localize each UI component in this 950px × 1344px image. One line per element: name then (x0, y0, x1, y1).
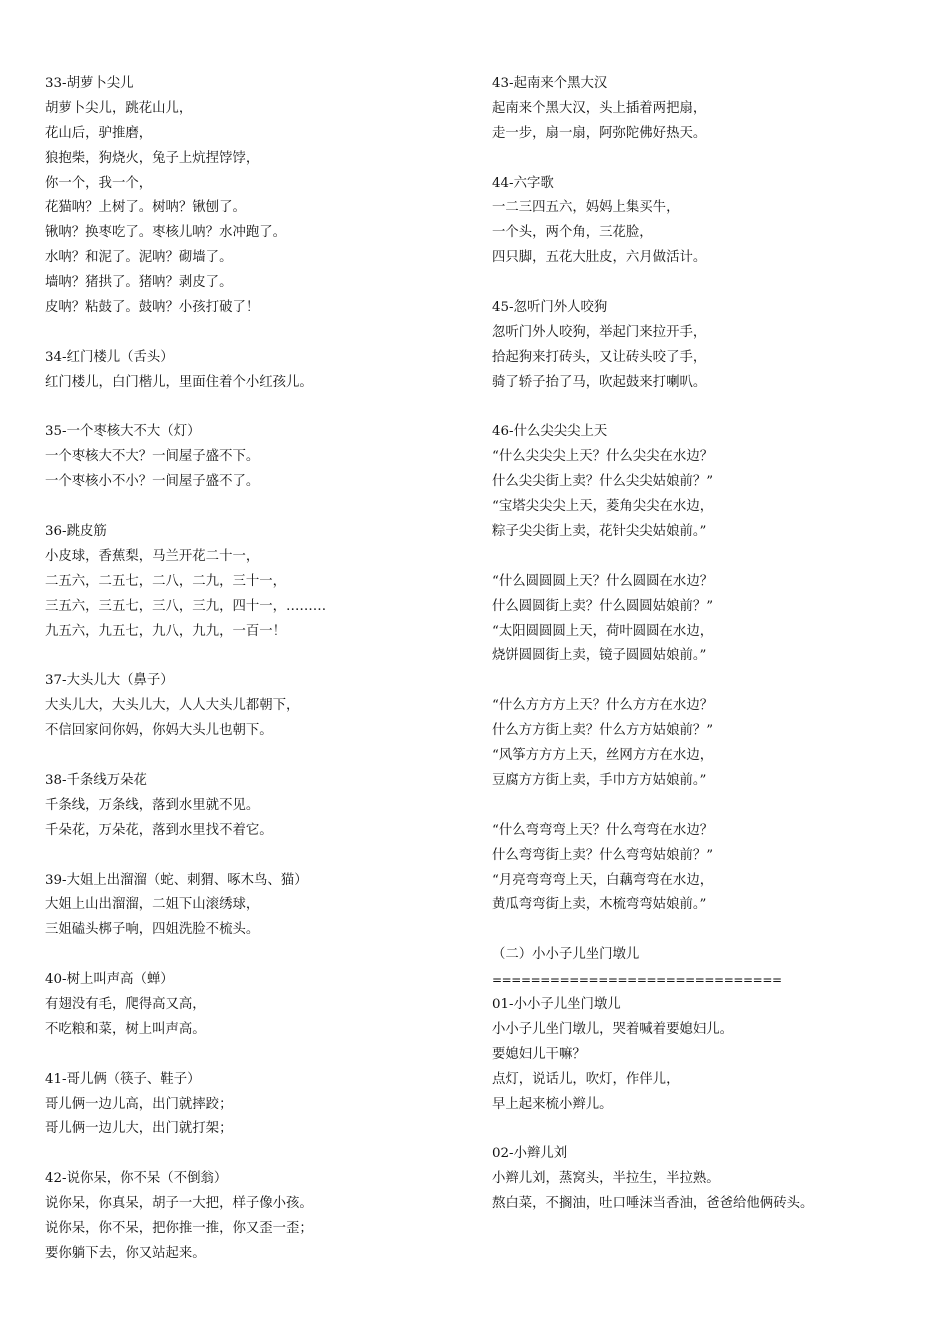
text-line: 粽子尖尖街上卖，花针尖尖姑娘前。” (492, 524, 707, 540)
text-line: 39-大姐上出溜溜（蛇、刺猬、啄木鸟、猫） (45, 872, 308, 888)
text-line: 44-六字歌 (492, 175, 554, 191)
text-line: 一个头，两个角，三花脸， (492, 225, 653, 241)
text-line: （二）小小子儿坐门墩儿 (492, 947, 640, 963)
text-line: 走一步，扇一扇，阿弥陀佛好热天。 (492, 125, 707, 141)
text-line: 千朵花，万朵花，落到水里找不着它。 (45, 822, 273, 838)
blank-line (45, 943, 465, 968)
text-line: 37-大头儿大（鼻子） (45, 673, 174, 689)
text-line: 一个枣核大不大？一间屋子盛不下。 (45, 449, 260, 465)
text-line: 熬白菜，不搁油，吐口唾沫当香油，爸爸给他俩砖头。 (492, 1196, 814, 1212)
text-line: 锹呐？换枣吃了。枣核儿呐？水冲跑了。 (45, 225, 287, 241)
blank-line (45, 321, 465, 346)
text-line: 花山后，驴推磨， (45, 125, 153, 141)
text-line: ============================== (492, 973, 782, 988)
text-line: 四只脚，五花大肚皮，六月做活计。 (492, 250, 707, 266)
blank-line (45, 744, 465, 769)
text-line: 红门楼儿，白门楷儿，里面住着个小红孩儿。 (45, 374, 313, 390)
text-line: 豆腐方方街上卖，手巾方方姑娘前。” (492, 772, 707, 788)
blank-line (45, 495, 465, 520)
text-line: 忽听门外人咬狗，举起门来拉开手， (492, 324, 707, 340)
blank-line (45, 1043, 465, 1068)
text-line: 你一个，我一个， (45, 175, 153, 191)
text-line: 皮呐？粘鼓了。鼓呐？小孩打破了！ (45, 300, 260, 316)
blank-line (492, 396, 932, 421)
text-line: 不信回家问你妈，你妈大头儿也朝下。 (45, 723, 273, 739)
text-line: “太阳圆圆圆上天，荷叶圆圆在水边， (492, 623, 714, 639)
text-line: 小皮球，香蕉梨，马兰开花二十一， (45, 548, 260, 564)
text-line: “什么弯弯弯上天？什么弯弯在水边？ (492, 822, 714, 838)
text-line: 一二三四五六，妈妈上集买牛， (492, 200, 680, 216)
text-line: 早上起来梳小辫儿。 (492, 1096, 613, 1112)
text-line: 拾起狗来打砖头，又让砖头咬了手， (492, 349, 707, 365)
text-line: 哥儿俩一边儿大，出门就打架； (45, 1121, 233, 1137)
blank-line (492, 545, 932, 570)
text-line: 有翅没有毛，爬得高又高， (45, 996, 206, 1012)
blank-line (45, 396, 465, 421)
text-line: 胡萝卜尖儿，跳花山儿， (45, 100, 193, 116)
blank-line (492, 918, 932, 943)
text-line: 41-哥儿俩（筷子、鞋子） (45, 1071, 201, 1087)
text-line: 大姐上山出溜溜，二姐下山滚绣球， (45, 897, 260, 913)
text-line: 花猫呐？上树了。树呐？锹刨了。 (45, 200, 246, 216)
text-line: 起南来个黑大汉，头上插着两把扇， (492, 100, 707, 116)
text-line: 36-跳皮筋 (45, 524, 107, 540)
text-line: 三五六，三五七，三八，三九，四十一，……… (45, 598, 327, 614)
text-line: “宝塔尖尖尖上天，菱角尖尖在水边， (492, 499, 714, 515)
text-line: 千条线，万条线，落到水里就不见。 (45, 797, 260, 813)
text-line: “什么圆圆圆上天？什么圆圆在水边？ (492, 573, 714, 589)
text-line: 什么方方街上卖？什么方方姑娘前？” (492, 723, 714, 739)
text-line: 43-起南来个黑大汉 (492, 76, 608, 91)
text-line: 三姐磕头梆子响，四姐洗脸不梳头。 (45, 922, 260, 938)
text-line: 要媳妇儿干嘛？ (492, 1046, 586, 1062)
text-line: 不吃粮和菜，树上叫声高。 (45, 1021, 206, 1037)
text-line: “风筝方方方上天，丝网方方在水边， (492, 748, 714, 764)
text-line: “什么方方方上天？什么方方在水边？ (492, 698, 714, 714)
text-line: 42-说你呆，你不呆（不倒翁） (45, 1171, 228, 1187)
text-line: 二五六，二五七，二八，二九，三十一， (45, 573, 287, 589)
text-line: 一个枣核小不小？一间屋子盛不了。 (45, 474, 260, 490)
text-line: 38-千条线万朵花 (45, 772, 147, 788)
blank-line (492, 669, 932, 694)
text-line: 什么圆圆街上卖？什么圆圆姑娘前？” (492, 598, 714, 614)
text-line: 34-红门楼儿（舌头） (45, 349, 174, 365)
text-line: “月亮弯弯弯上天，白藕弯弯在水边， (492, 872, 714, 888)
text-line: 什么弯弯街上卖？什么弯弯姑娘前？” (492, 847, 714, 863)
text-line: 02-小辫儿刘 (492, 1146, 568, 1162)
text-line: 水呐？和泥了。泥呐？砌墙了。 (45, 250, 233, 266)
text-line: 说你呆，你真呆，胡子一大把，样子像小孩。 (45, 1196, 313, 1212)
left-column (45, 72, 465, 1267)
text-line: 01-小小子儿坐门墩儿 (492, 996, 621, 1012)
text-line: 大头儿大，大头儿大，人人大头儿都朝下， (45, 698, 300, 714)
text-line: 点灯，说话儿，吹灯，作伴儿， (492, 1071, 680, 1087)
right-column (492, 72, 932, 1217)
blank-line (492, 271, 932, 296)
text-line: 说你呆，你不呆，把你推一推，你又歪一歪； (45, 1220, 313, 1236)
text-line: 骑了轿子抬了马，吹起鼓来打喇叭。 (492, 374, 707, 390)
text-line: 墙呐？猪拱了。猪呐？剥皮了。 (45, 275, 233, 291)
text-line: 九五六，九五七，九八，九九，一百一！ (45, 623, 287, 639)
text-line: 35-一个枣核大不大（灯） (45, 424, 201, 440)
text-line: 45-忽听门外人咬狗 (492, 300, 608, 316)
blank-line (45, 644, 465, 669)
text-line: 黄瓜弯弯街上卖，木梳弯弯姑娘前。” (492, 897, 707, 913)
text-line: 要你躺下去，你又站起来。 (45, 1245, 206, 1261)
blank-line (492, 147, 932, 172)
text-line: 40-树上叫声高（蝉） (45, 972, 174, 988)
text-line: 33-胡萝卜尖儿 (45, 76, 134, 91)
blank-line (45, 1142, 465, 1167)
text-line: 烧饼圆圆街上卖，镜子圆圆姑娘前。” (492, 648, 707, 664)
blank-line (492, 794, 932, 819)
text-line: 什么尖尖街上卖？什么尖尖姑娘前？” (492, 474, 714, 490)
blank-line (45, 844, 465, 869)
text-line: 哥儿俩一边儿高，出门就摔跤； (45, 1096, 233, 1112)
text-line: 小辫儿刘，蒸窝头，半拉生，半拉熟。 (492, 1171, 720, 1187)
text-line: 狼抱柴，狗烧火，兔子上炕捏饽饽， (45, 150, 260, 166)
blank-line (492, 1117, 932, 1142)
text-line: 46-什么尖尖尖上天 (492, 424, 608, 440)
text-line: “什么尖尖尖上天？什么尖尖在水边？ (492, 449, 714, 465)
text-line: 小小子儿坐门墩儿，哭着喊着要媳妇儿。 (492, 1021, 734, 1037)
